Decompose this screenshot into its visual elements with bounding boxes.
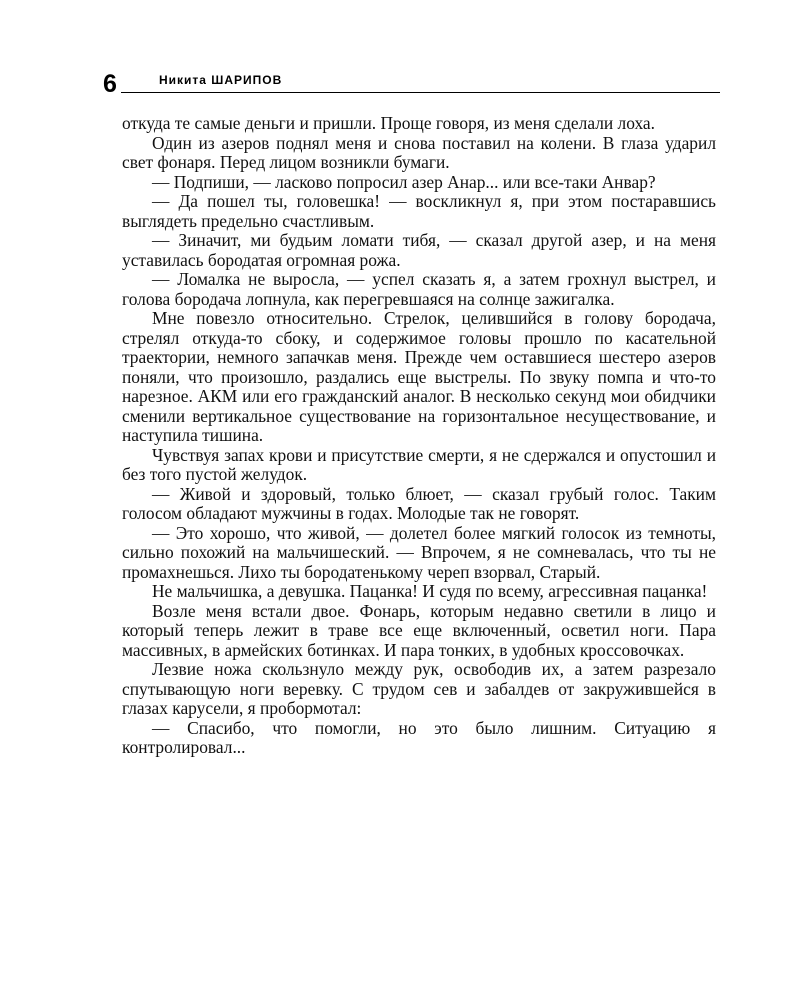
- paragraph: — Да пошел ты, головешка! — воскликнул я, при этом постаравшись выглядеть предельно счастливым.: [122, 191, 716, 231]
- paragraph: Возле меня встали двое. Фонарь, которым недавно светили в лицо и который теперь лежит в траве все еще включенный, осветил ноги. Пара массивных, в армейских ботинках. И пара тонких, в удобных кроссовочках.: [122, 600, 716, 660]
- paragraph: Чувствуя запах крови и присутствие смерти, я не сдержался и опустошил и без того пустой желудок.: [122, 444, 716, 484]
- paragraph: Не мальчишка, а девушка. Пацанка! И судя по всему, агрессивная пацанка!: [152, 581, 708, 601]
- page-number: 6: [103, 70, 117, 98]
- body-text: [122, 114, 716, 758]
- paragraph: — Спасибо, что помогли, но это было лишним. Ситуацию я контролировал...: [122, 717, 716, 757]
- paragraph: — Зиначит, ми будьим ломати тибя, — сказал другой азер, и на меня уставилась бородатая огромная рожа.: [122, 230, 716, 270]
- paragraph: Один из азеров поднял меня и снова поставил на колени. В глаза ударил свет фонаря. Перед лицом возникли бумаги.: [122, 132, 716, 172]
- paragraph: — Подпиши, — ласково попросил азер Анар... или все-таки Анвар?: [152, 171, 656, 192]
- running-head: Никита ШАРИПОВ: [159, 73, 283, 87]
- paragraph: — Это хорошо, что живой, — долетел более мягкий голосок из темноты, сильно похожий на мальчишеский. — Впрочем, я не сомневалась, что ты не промахнешься. Лихо ты бородатенькому череп взорвал, Старый.: [122, 522, 716, 582]
- paragraph: Мне повезло относительно. Стрелок, целившийся в голову бородача, стрелял откуда-то сбоку, и содержимое головы прошло по касательной траектории, немного запачкав меня. Прежде чем оставшиеся шестеро азеров поняли, что произошло, раздались еще выстрелы. По звуку помпа и что-то нарезное. АКМ или его гражданский аналог. В несколько секунд мои обидчики сменили вертикальное существование на горизонтальное несуществование, и наступила тишина.: [122, 308, 716, 445]
- paragraph: Лезвие ножа скользнуло между рук, освободив их, а затем разрезало спутывающую ноги веревку. С трудом сев и забалдев от закружившейся в глазах карусели, я пробормотал:: [122, 659, 716, 718]
- header-rule: [121, 92, 720, 93]
- paragraph: откуда те самые деньги и пришли. Проще говоря, из меня сделали лоха.: [122, 113, 656, 133]
- paragraph: — Ломалка не выросла, — успел сказать я, а затем грохнул выстрел, и голова бородача лопнула, как перегревшаяся на солнце зажигалка.: [122, 269, 716, 309]
- page-header: [103, 70, 720, 98]
- paragraph: — Живой и здоровый, только блюет, — сказал грубый голос. Таким голосом обладают мужчины в годах. Молодые так не говорят.: [122, 483, 716, 523]
